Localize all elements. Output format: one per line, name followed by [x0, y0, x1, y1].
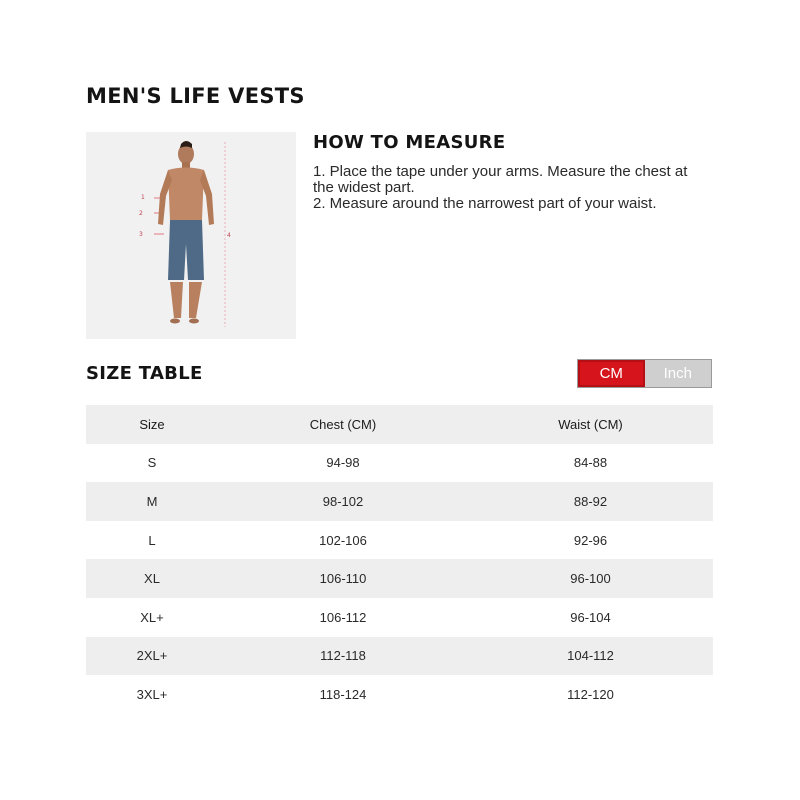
table-row — [86, 559, 713, 598]
cell-size: 3XL+ — [136, 686, 168, 702]
cell-waist: 92-96 — [573, 532, 608, 548]
marker-3: 3 — [139, 231, 143, 238]
size-table — [86, 405, 713, 714]
unit-cm-button[interactable]: CM — [578, 360, 645, 387]
table-row — [86, 675, 713, 714]
cell-chest: 98-102 — [322, 493, 364, 509]
model-figure — [158, 141, 214, 324]
table-row — [86, 598, 713, 637]
how-to-measure-title: HOW TO MEASURE — [313, 132, 506, 153]
table-row — [86, 637, 713, 676]
cell-chest: 94-98 — [326, 455, 360, 471]
unit-inch-button[interactable]: Inch — [645, 360, 712, 387]
measure-step-2: 2. Measure around the narrowest part of your waist. — [313, 195, 657, 212]
cell-chest: 118-124 — [319, 686, 367, 702]
cell-waist: 88-92 — [573, 493, 608, 509]
header-size: Size — [139, 416, 165, 432]
measurement-figure — [86, 132, 296, 339]
cell-size: 2XL+ — [136, 648, 168, 664]
measure-instructions — [313, 164, 693, 212]
header-chest: Chest (CM) — [309, 416, 377, 432]
measure-step-1: 1. Place the tape under your arms. Measure the chest at the widest part. — [313, 163, 688, 196]
table-header-row — [86, 405, 713, 444]
cell-waist: 112-120 — [567, 686, 614, 702]
cell-chest: 102-106 — [319, 532, 367, 548]
cell-size: XL+ — [140, 609, 164, 625]
table-row — [86, 521, 713, 560]
cell-size: XL — [144, 571, 160, 587]
cell-size: S — [147, 455, 157, 471]
table-row — [86, 482, 713, 521]
table-row — [86, 444, 713, 483]
cell-chest: 112-118 — [320, 648, 366, 664]
cell-waist: 96-100 — [570, 571, 611, 587]
cell-waist: 96-104 — [570, 609, 611, 625]
unit-toggle[interactable] — [577, 359, 712, 388]
marker-2: 2 — [139, 210, 143, 217]
cell-waist: 84-88 — [573, 455, 608, 471]
marker-4: 4 — [227, 232, 231, 239]
page-title: MEN'S LIFE VESTS — [86, 84, 305, 108]
size-table-title: SIZE TABLE — [86, 363, 203, 384]
cell-size: M — [146, 493, 158, 509]
cell-waist: 104-112 — [567, 648, 614, 664]
marker-1: 1 — [141, 194, 145, 201]
cell-chest: 106-110 — [319, 571, 367, 587]
header-waist: Waist (CM) — [558, 416, 623, 432]
cell-size: L — [148, 532, 156, 548]
cell-chest: 106-112 — [319, 609, 367, 625]
